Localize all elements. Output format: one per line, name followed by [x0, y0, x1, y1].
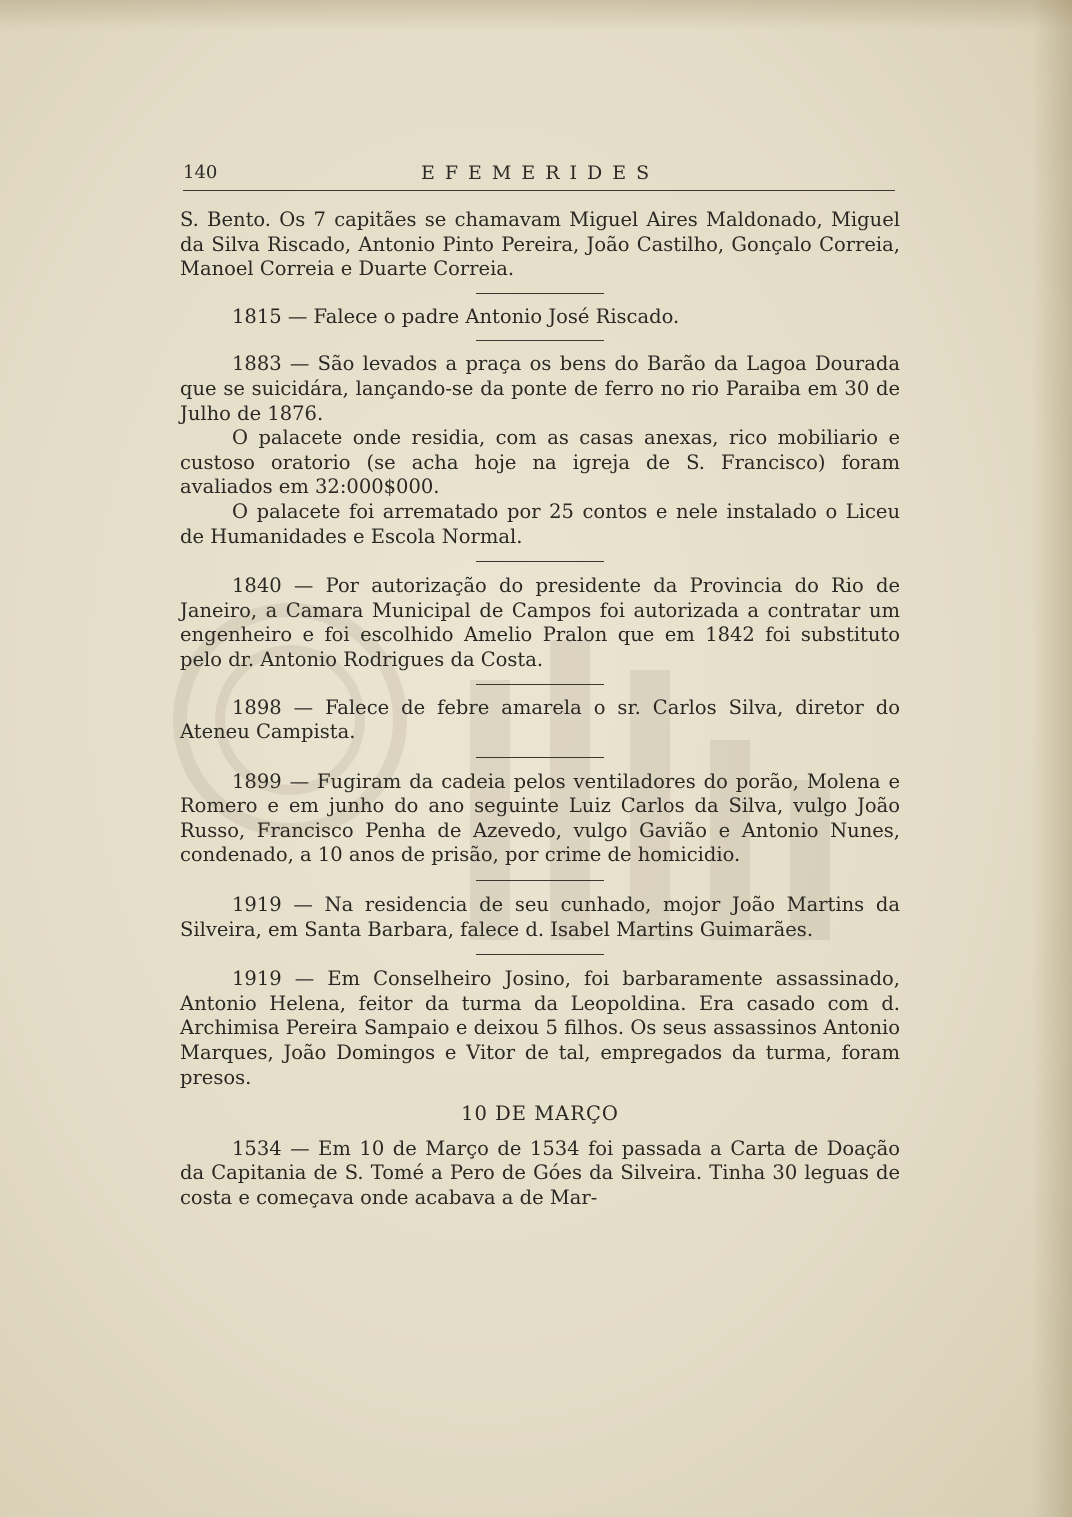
entry-continuation: [180, 208, 900, 282]
entry-1919-isabel: [180, 893, 900, 942]
entry-paragraph: 1815 — Falece o padre Antonio José Riscado.: [232, 304, 680, 328]
entry-1919-helena: [180, 967, 900, 1090]
running-title: EFEMERIDES: [421, 162, 660, 184]
page-number: 140: [183, 162, 218, 183]
date-heading: 10 DE MARÇO: [461, 1102, 619, 1126]
entry-separator: [476, 880, 604, 881]
entry-separator: [476, 340, 604, 341]
page-body: [180, 208, 900, 1211]
entry-1840: [180, 574, 900, 672]
entry-separator: [476, 561, 604, 562]
entry-paragraph: 1899 — Fugiram da cadeia pelos ventiladores do porão, Molena e Romero e em junho do ano seguinte Luiz Carlos da Silva, vulgo João Russo, Francisco Penha de Azevedo, vulgo Gavião e Antonio Nunes, condenado, a 10 anos de prisão, por crime de homicidio.: [180, 769, 900, 867]
page-top-shadow: [0, 0, 1072, 30]
running-header: [183, 160, 895, 191]
entry-1815: [180, 305, 900, 330]
entry-paragraph: 1919 — Na residencia de seu cunhado, mojor João Martins da Silveira, em Santa Barbara, falece d. Isabel Martins Guimarães.: [180, 893, 900, 941]
entry-paragraph: 1534 — Em 10 de Março de 1534 foi passada a Carta de Doação da Capitania de S. Tomé a Pero de Góes da Silveira. Tinha 30 leguas de costa e começava onde acabava a de Mar-: [180, 1136, 900, 1209]
entry-separator: [476, 684, 604, 685]
entry-paragraph: 1840 — Por autorização do presidente da Provincia do Rio de Janeiro, a Camara Municipal de Campos foi autorizada a contratar um engenheiro e foi escolhido Amelio Pralon que em 1842 foi substituto pelo dr. Antonio Rodrigues da Costa.: [180, 574, 900, 671]
entry-paragraph: O palacete onde residia, com as casas anexas, rico mobiliario e custoso oratorio (se acha hoje na igreja de S. Francisco) foram avaliados em 32:000$000.: [180, 426, 900, 499]
entry-separator: [476, 954, 604, 955]
entry-paragraph: 1898 — Falece de febre amarela o sr. Carlos Silva, diretor do Ateneu Campista.: [180, 695, 900, 744]
entry-1898: [180, 696, 900, 745]
page-right-shadow: [1032, 0, 1072, 1517]
entry-paragraph: 1883 — São levados a praça os bens do Barão da Lagoa Dourada que se suicidára, lançando-se da ponte de ferro no rio Paraiba em 30 de Julho de 1876.: [180, 352, 900, 425]
entry-1899: [180, 770, 900, 868]
entry-paragraph: O palacete foi arrematado por 25 contos e nele instalado o Liceu de Humanidades e Escola Normal.: [180, 499, 900, 548]
entry-separator: [476, 293, 604, 294]
entry-paragraph: 1919 — Em Conselheiro Josino, foi barbaramente assassinado, Antonio Helena, feitor da turma da Leopoldina. Era casado com d. Archimisa Pereira Sampaio e deixou 5 filhos. Os seus assassinos Antonio Marques, João Domingos e Vitor de tal, empregados da turma, foram presos.: [180, 967, 900, 1089]
entry-paragraph: S. Bento. Os 7 capitães se chamavam Miguel Aires Maldonado, Miguel da Silva Riscado, Antonio Pinto Pereira, João Castilho, Gonçalo Correia, Manoel Correia e Duarte Correia.: [180, 208, 900, 281]
entry-1534: [180, 1137, 900, 1211]
entry-separator: [476, 757, 604, 758]
entry-1883: [180, 352, 900, 549]
